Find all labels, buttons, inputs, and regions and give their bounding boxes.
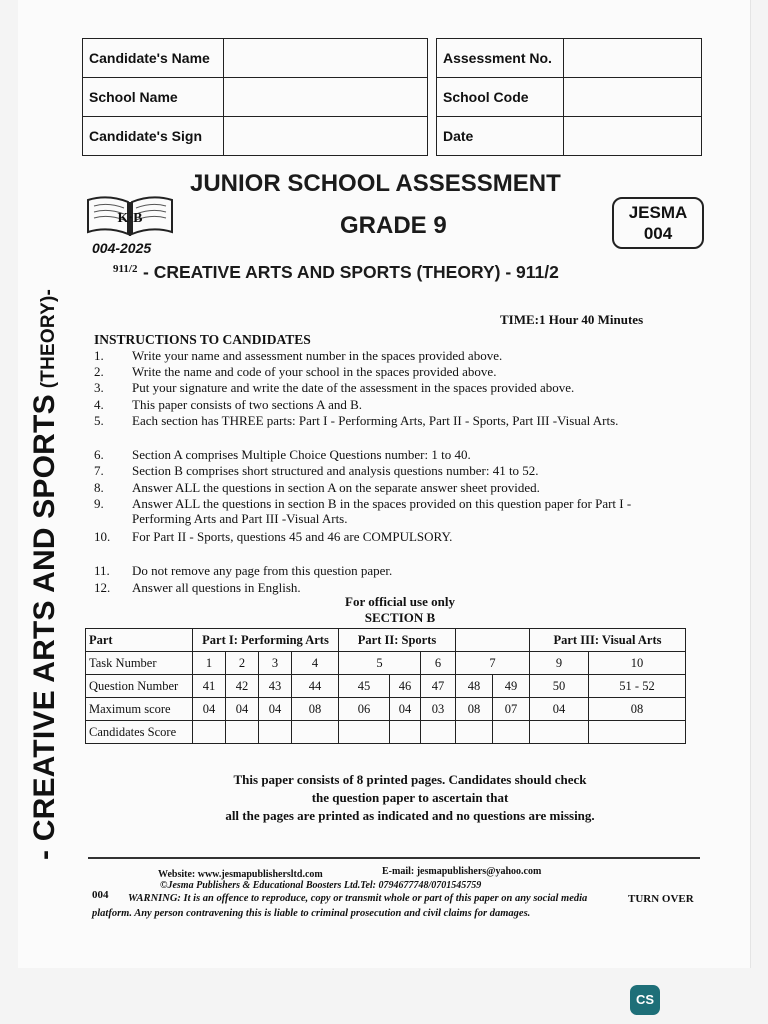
score-row-candidate: Candidates Score bbox=[86, 721, 686, 744]
candidate-name-field[interactable] bbox=[224, 39, 428, 78]
score-cell[interactable] bbox=[292, 721, 339, 744]
footer-copyright: ©Jesma Publishers & Educational Boosters Ltd.Tel: 0794677748/0701545759 bbox=[160, 880, 482, 891]
side-subject-sub: (THEORY)- bbox=[38, 288, 59, 389]
part-2-header: Part II: Sports bbox=[339, 629, 456, 652]
jesma-badge-number: 004 bbox=[643, 224, 673, 243]
assessment-no-field[interactable] bbox=[564, 39, 702, 78]
instruction-item-2: 2. Write the name and code of your school in the spaces provided above. bbox=[94, 364, 497, 379]
instruction-item-1: 1. Write your name and assessment number in the spaces provided above. bbox=[94, 348, 503, 363]
pages-notice-line-2: the question paper to ascertain that bbox=[311, 790, 509, 805]
footer-website: Website: www.jesmapublishersltd.com bbox=[158, 869, 323, 880]
pages-notice-line-1: This paper consists of 8 printed pages. Candidates should check bbox=[233, 772, 587, 787]
assessment-title: JUNIOR SCHOOL ASSESSMENT bbox=[190, 170, 561, 197]
instruction-item-11: 11. Do not remove any page from this question paper. bbox=[94, 563, 393, 578]
score-cell[interactable] bbox=[493, 721, 530, 744]
side-subject-main: - CREATIVE ARTS AND SPORTS bbox=[28, 394, 61, 860]
candidate-info-table-left bbox=[82, 38, 428, 156]
instruction-item-9: 9. Answer ALL the questions in section B in the spaces provided on this question paper for Part I - Performing Arts and Part III -Visual Arts. bbox=[94, 496, 632, 526]
time-allowed: TIME:1 Hour 40 Minutes bbox=[500, 312, 644, 327]
date-label: Date bbox=[437, 117, 564, 156]
section-b-score-table bbox=[85, 628, 686, 744]
school-name-label: School Name bbox=[83, 78, 224, 117]
score-cell[interactable] bbox=[390, 721, 421, 744]
logo-text: K·B bbox=[117, 211, 143, 226]
score-cell[interactable] bbox=[339, 721, 390, 744]
instruction-item-5: 5. Each section has THREE parts: Part I - Performing Arts, Part II - Sports, Part III -Visual Arts. bbox=[94, 413, 619, 428]
scanner-app-badge: CS bbox=[630, 985, 660, 1015]
footer-email: E-mail: jesmapublishers@yahoo.com bbox=[382, 866, 542, 877]
footer-turn-over: TURN OVER bbox=[628, 893, 694, 905]
instruction-item-3: 3. Put your signature and write the date of the assessment in the spaces provided above. bbox=[94, 380, 575, 395]
instruction-item-12: 12. Answer all questions in English. bbox=[94, 580, 301, 595]
footer-page-code: 004 bbox=[92, 889, 109, 901]
candidate-name-label: Candidate's Name bbox=[83, 39, 224, 78]
instruction-item-7: 7. Section B comprises short structured and analysis questions number: 41 to 52. bbox=[94, 463, 539, 478]
instruction-item-6: 6. Section A comprises Multiple Choice Questions number: 1 to 40. bbox=[94, 447, 471, 462]
instruction-item-4: 4. This paper consists of two sections A and B. bbox=[94, 397, 363, 412]
paper-year-code: 004-2025 bbox=[92, 240, 152, 256]
school-code-field[interactable] bbox=[564, 78, 702, 117]
grade-title: GRADE 9 bbox=[340, 212, 447, 239]
score-row-part: Part Part I: Performing Arts Part II: Sports Part III: Visual Arts bbox=[86, 629, 686, 652]
part-1-header: Part I: Performing Arts bbox=[193, 629, 339, 652]
section-b-label: SECTION B bbox=[364, 610, 436, 625]
official-use-label: For official use only bbox=[345, 594, 455, 609]
date-field[interactable] bbox=[564, 117, 702, 156]
paper-code-small: 911/2 bbox=[113, 263, 138, 275]
score-row-maximum: Maximum score 04 04 04 08 06 04 03 08 07 04 08 bbox=[86, 698, 686, 721]
instruction-item-10: 10. For Part II - Sports, questions 45 and 46 are COMPULSORY. bbox=[94, 529, 453, 544]
score-cell[interactable] bbox=[259, 721, 292, 744]
book-logo-icon bbox=[84, 192, 176, 238]
footer-divider bbox=[88, 857, 700, 859]
school-name-field[interactable] bbox=[224, 78, 428, 117]
candidate-sign-field[interactable] bbox=[224, 117, 428, 156]
jesma-badge bbox=[612, 197, 704, 249]
score-row-question: Question Number 41 42 43 44 45 46 47 48 49 50 51 - 52 bbox=[86, 675, 686, 698]
candidate-sign-label: Candidate's Sign bbox=[83, 117, 224, 156]
score-cell[interactable] bbox=[530, 721, 589, 744]
instruction-item-8: 8. Answer ALL the questions in section A on the separate answer sheet provided. bbox=[94, 480, 540, 495]
part-3-header: Part III: Visual Arts bbox=[530, 629, 686, 652]
score-cell[interactable] bbox=[421, 721, 456, 744]
side-subject-text bbox=[28, 289, 62, 860]
score-cell[interactable] bbox=[226, 721, 259, 744]
score-cell[interactable] bbox=[456, 721, 493, 744]
footer-warning-2: platform. Any person contravening this is liable to criminal prosecution and civil claims for damages. bbox=[92, 908, 531, 919]
score-cell[interactable] bbox=[589, 721, 686, 744]
footer-warning-1: WARNING: It is an offence to reproduce, copy or transmit whole or part of this paper on any social media bbox=[128, 893, 588, 904]
candidate-info-table-right bbox=[436, 38, 702, 156]
jesma-badge-name: JESMA bbox=[628, 203, 688, 222]
school-code-label: School Code bbox=[437, 78, 564, 117]
score-row-task: Task Number 1 2 3 4 5 6 7 9 10 bbox=[86, 652, 686, 675]
instructions-heading: INSTRUCTIONS TO CANDIDATES bbox=[94, 332, 311, 347]
subject-title: - CREATIVE ARTS AND SPORTS (THEORY) - 911/2 bbox=[143, 262, 559, 282]
pages-notice-line-3: all the pages are printed as indicated and no questions are missing. bbox=[225, 808, 595, 823]
score-cell[interactable] bbox=[193, 721, 226, 744]
assessment-no-label: Assessment No. bbox=[437, 39, 564, 78]
